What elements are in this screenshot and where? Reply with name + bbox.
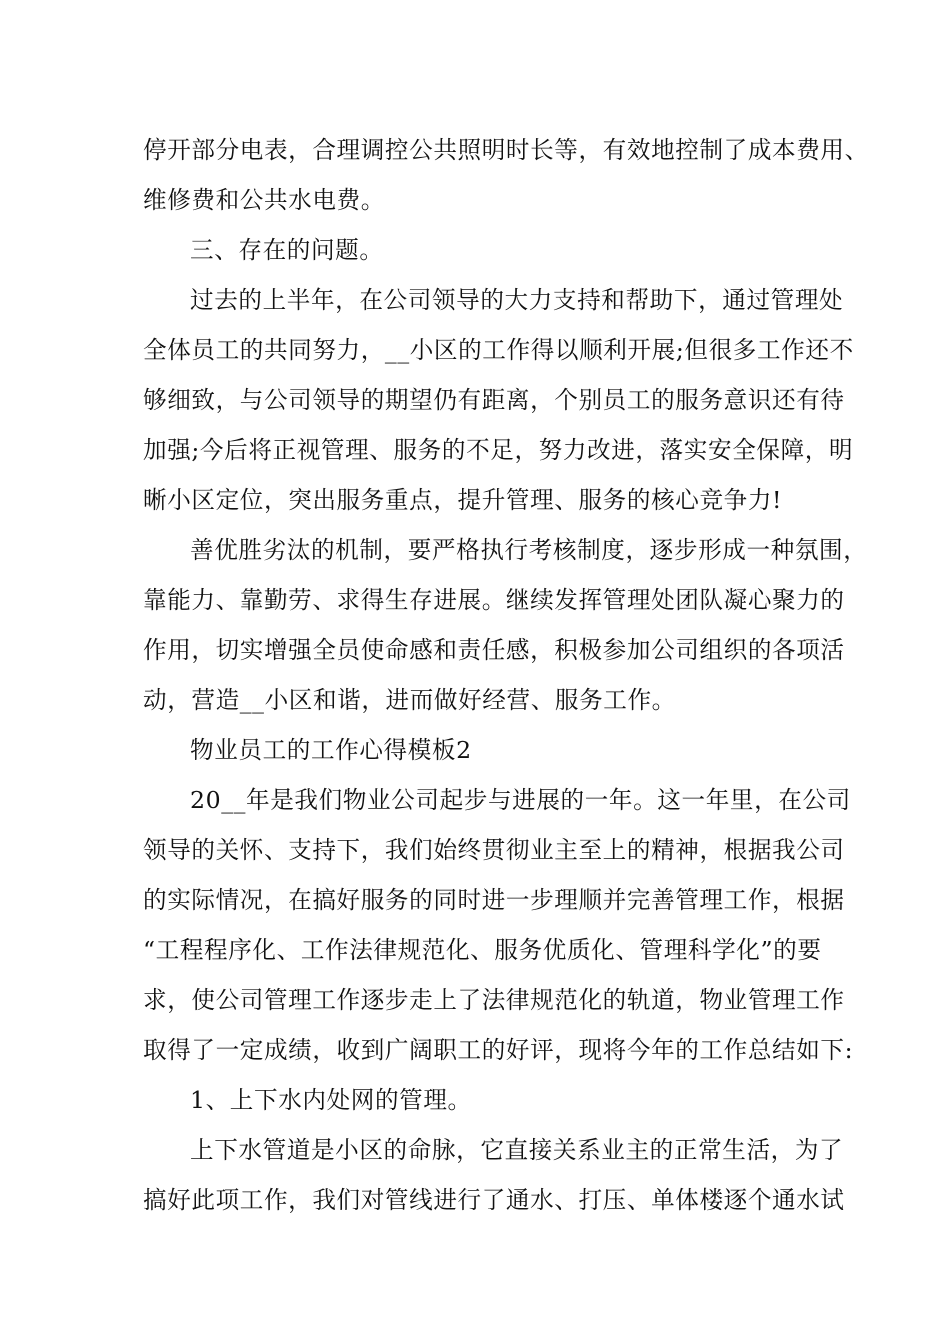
text-line-21: 上下水管道是小区的命脉，它直接关系业主的正常生活，为了 [190,1136,844,1164]
text-line-5: 全体员工的共同努力，__小区的工作得以顺利开展;但很多工作还不 [143,336,854,364]
text-line-10: 靠能力、靠勤劳、求得生存进展。继续发挥管理处团队凝心聚力的 [143,586,845,614]
text-line-16: 的实际情况，在搞好服务的同时进一步理顺并完善管理工作，根据 [143,886,845,914]
text-line-14: 20__年是我们物业公司起步与进展的一年。这一年里，在公司 [190,786,851,814]
document-body [143,125,869,1225]
text-line-7: 加强;今后将正视管理、服务的不足，努力改进，落实安全保障，明 [143,436,854,464]
text-line-6: 够细致，与公司领导的期望仍有距离，个别员工的服务意识还有待 [143,386,845,414]
text-line-11: 作用，切实增强全员使命感和责任感，积极参加公司组织的各项活 [143,636,845,664]
text-line-4: 过去的上半年，在公司领导的大力支持和帮助下，通过管理处 [190,286,844,314]
text-line-19: 取得了一定成绩，收到广阔职工的好评，现将今年的工作总结如下: [143,1036,854,1064]
section-heading-water: 1、上下水内处网的管理。 [190,1086,472,1114]
text-line-22: 搞好此项工作，我们对管线进行了通水、打压、单体楼逐个通水试 [143,1186,845,1214]
text-line-17: “工程程序化、工作法律规范化、服务优质化、管理科学化”的要 [143,936,822,964]
text-line-9: 善优胜劣汰的机制，要严格执行考核制度，逐步形成一种氛围， [190,536,868,564]
text-line-2: 维修费和公共水电费。 [143,186,385,214]
text-line-1: 停开部分电表，合理调控公共照明时长等，有效地控制了成本费用、 [143,136,869,164]
text-line-12: 动，营造__小区和谐，进而做好经营、服务工作。 [143,686,676,714]
template-title: 物业员工的工作心得模板2 [190,736,472,764]
section-heading-problems: 三、存在的问题。 [190,236,384,264]
text-line-8: 晰小区定位，突出服务重点，提升管理、服务的核心竞争力! [143,486,783,514]
text-line-15: 领导的关怀、支持下，我们始终贯彻业主至上的精神，根据我公司 [143,836,845,864]
text-line-18: 求，使公司管理工作逐步走上了法律规范化的轨道，物业管理工作 [143,986,845,1014]
